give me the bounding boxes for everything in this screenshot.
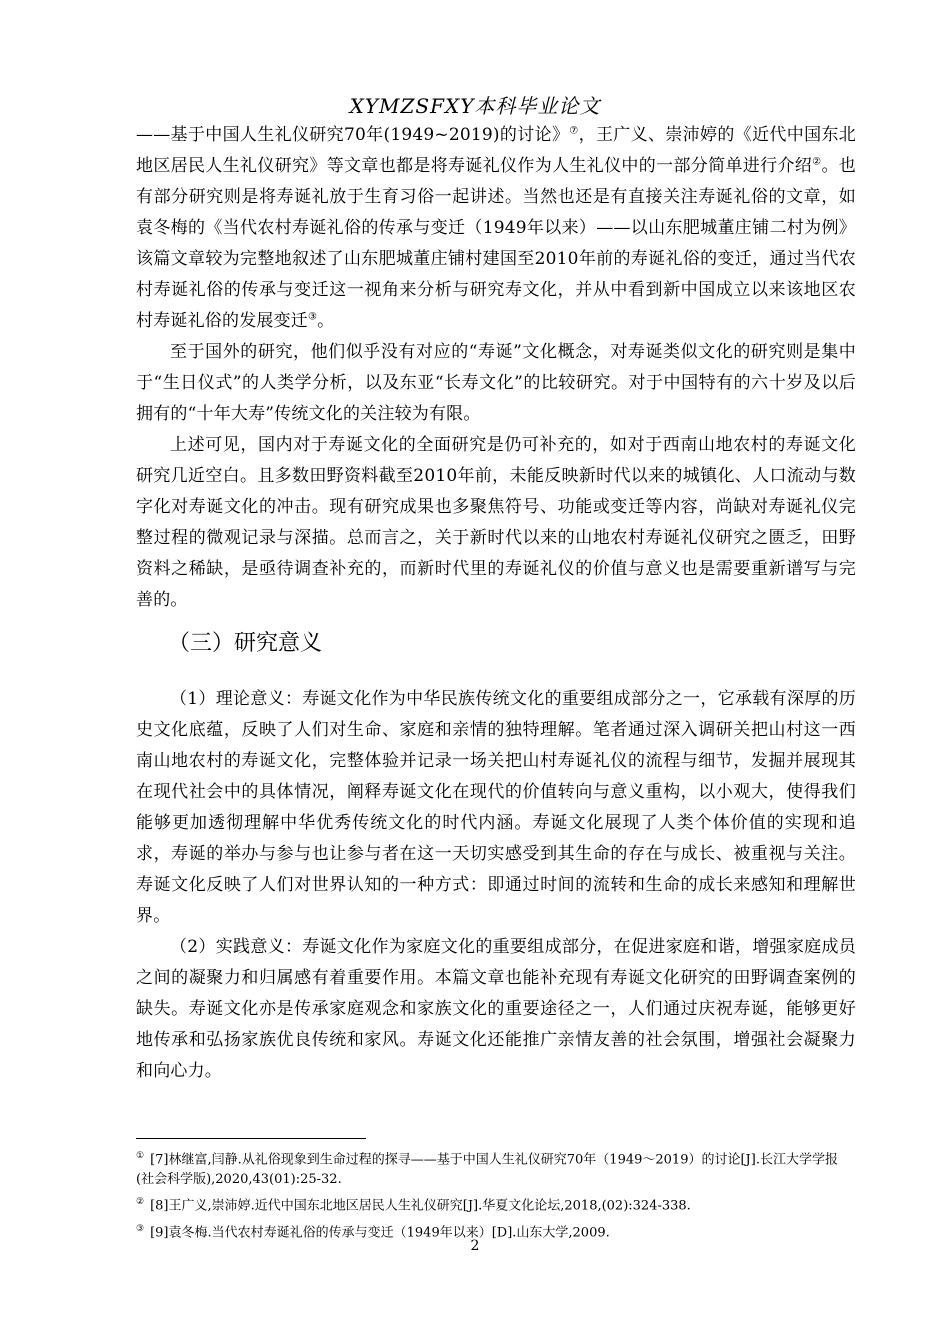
footnote-text: [7]林继富,闫静.从礼俗现象到生命过程的探寻——基于中国人生礼仪研究70年（1949～2019）的讨论[J].长江大学学报(社会科学版),2020,43(01):25-32. — [136, 1152, 838, 1188]
footnote-text: [9]袁冬梅.当代农村寿诞礼俗的传承与变迁（1949年以来）[D].山东大学,2009. — [150, 1224, 610, 1240]
page-header-title: XYMZSFXY本科毕业论文 — [349, 94, 601, 118]
paragraph-foreign-research: 至于国外的研究，他们似乎没有对应的“寿诞”文化概念，对寿诞类似文化的研究则是集中于“生日仪式”的人类学分析，以及东亚“长寿文化”的比较研究。对于中国特有的六十岁及以后拥有的“十年大寿”传统文化的关注较为有限。 — [136, 342, 856, 424]
paragraph-text: ，王广义、崇沛婷的《近代中国东北地区居民人生礼仪研究》等文章也都是将寿诞礼仪作为人生礼仪中的一部分简单进行介绍 — [136, 125, 856, 176]
paragraph-summary: 上述可见，国内对于寿诞文化的全面研究是仍可补充的，如对于西南山地农村的寿诞文化研究几近空白。且多数田野资料截至2010年前，未能反映新时代以来的城镇化、人口流动与数字化对寿诞文化的冲击。现有研究成果也多聚焦符号、功能或变迁等内容，尚缺对寿诞礼仪完整过程的微观记录与深描。总而言之，关于新时代以来的山地农村寿诞礼仪研究之匮乏，田野资料之稀缺，是亟待调查补充的，而新时代里的寿诞礼仪的价值与意义也是需要重新谱写与完善的。 — [136, 435, 856, 610]
footnote-text: [8]王广义,崇沛婷.近代中国东北地区居民人生礼仪研究[J].华夏文化论坛,2018,(02):324-338. — [150, 1198, 691, 1214]
footnote-ref[interactable]: ③ — [308, 311, 318, 323]
footnote-mark: ③ — [136, 1223, 145, 1234]
paragraph-text: 。也有部分研究则是将寿诞礼放于生育习俗一起讲述。当然也还是有直接关注寿诞礼俗的文章，如袁冬梅的《当代农村寿诞礼俗的传承与变迁（1949年以来）——以山东肥城董庄铺二村为例》该篇文章较为完整地叙述了山东肥城董庄铺村建国至2010年前的寿诞礼俗的变迁，通过当代农村寿诞礼俗的传承与变迁这一视角来分析与研究寿文化，并从中看到新中国成立以来该地区农村寿诞礼俗的发展变迁 — [136, 156, 856, 331]
footnote-mark: ② — [136, 1197, 145, 1208]
footnote-mark: ① — [136, 1151, 145, 1161]
footnote-ref[interactable]: ② — [812, 156, 822, 168]
paragraph-practical-significance: （2）实践意义：寿诞文化作为家庭文化的重要组成部分，在促进家庭和谐，增强家庭成员之间的凝聚力和归属感有着重要作用。本篇文章也能补充现有寿诞文化研究的田野调查案例的缺失。寿诞文化亦是传承家庭观念和家族文化的重要途径之一，人们通过庆祝寿诞，能够更好地传承和弘扬家族优良传统和家风。寿诞文化还能推广亲情友善的社会氛围，增强社会凝聚力和向心力。 — [136, 937, 856, 1081]
footnote-ref[interactable]: ⑦ — [569, 125, 579, 137]
paragraph-text: ——基于中国人生礼仪研究70年(1949~2019)的讨论》 — [136, 125, 570, 145]
body-text — [136, 120, 856, 1087]
paragraph-theoretical-significance: （1）理论意义：寿诞文化作为中华民族传统文化的重要组成部分之一，它承载有深厚的历史文化底蕴，反映了人们对生命、家庭和亲情的独特理解。笔者通过深入调研关把山村这一西南山地农村的寿诞文化，完整体验并记录一场关把山村寿诞礼仪的流程与细节，发掘并展现其在现代社会中的具体情况，阐释寿诞文化在现代的价值转向与意义重构，以小观大，使得我们能够更加透彻理解中华优秀传统文化的时代内涵。寿诞文化展现了人类个体价值的实现和追求，寿诞的举办与参与也让参与者在这一天切实感受到其生命的存在与成长、被重视与关注。寿诞文化反映了人们对世界认知的一种方式：即通过时间的流转和生命的成长来感知和理解世界。 — [136, 689, 856, 926]
paragraph-text: 。 — [317, 311, 335, 331]
footnote-item — [136, 1192, 856, 1216]
footnote-item — [136, 1146, 856, 1190]
footnote-divider — [136, 1138, 366, 1139]
section-heading-significance: （三）研究意义 — [168, 631, 323, 656]
paragraph-continued — [136, 120, 856, 337]
page-number: 2 — [470, 1238, 480, 1254]
footnotes — [136, 1146, 856, 1245]
